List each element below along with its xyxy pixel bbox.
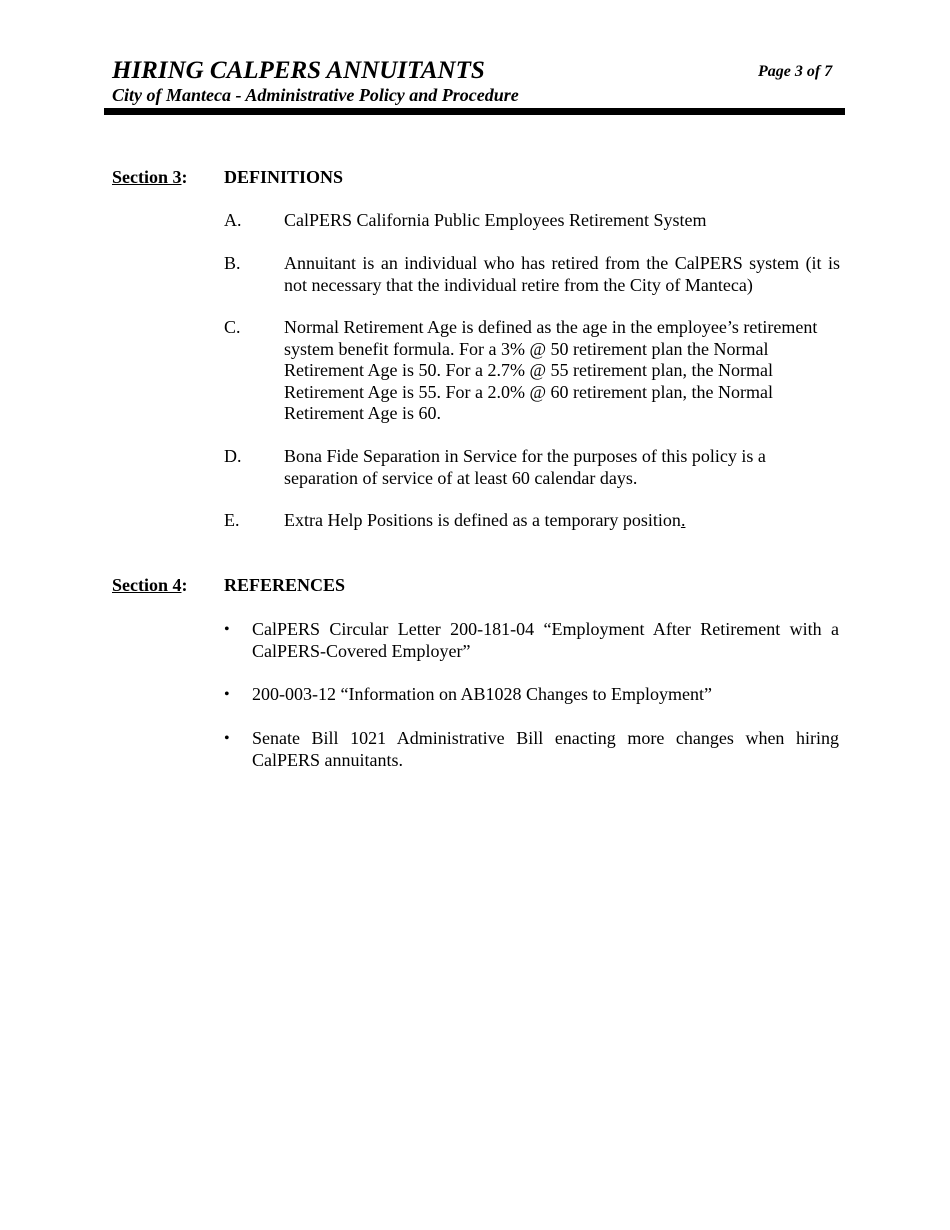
definition-letter: B.: [224, 253, 241, 273]
bullet-icon: •: [224, 621, 230, 638]
definition-letter: D.: [224, 446, 242, 466]
definition-text: Normal Retirement Age is defined as the age in the employee’s retirement system benefit formula. For a 3% @ 50 retirement plan the Normal Retirement Age is 50. For a 2.7% @ 55 retirement plan, the Normal Retirement Age is 55. For a 2.0% @ 60 retirement plan, the Normal Retirement Age is 60.: [284, 317, 818, 423]
definition-text: Annuitant is an individual who has retired from the CalPERS system (it is not necessary that the individual retire from the City of Manteca): [284, 253, 840, 295]
bullet-icon: •: [224, 730, 230, 747]
section-3-heading: DEFINITIONS: [224, 167, 344, 187]
reference-text: Senate Bill 1021 Administrative Bill enacting more changes when hiring CalPERS annuitants.: [252, 728, 839, 770]
definition-letter: C.: [224, 317, 241, 337]
reference-text: 200-003-12 “Information on AB1028 Changes to Employment”: [252, 684, 712, 704]
section-4-heading: REFERENCES: [224, 575, 346, 595]
definition-letter: A.: [224, 210, 242, 230]
page-number: Page 3 of 7: [758, 63, 833, 80]
definition-text: CalPERS California Public Employees Retirement System: [284, 210, 707, 230]
definition-letter: E.: [224, 510, 240, 530]
document-title: HIRING CALPERS ANNUITANTS: [112, 57, 485, 84]
definition-text: Extra Help Positions is defined as a temporary position.: [284, 510, 686, 530]
reference-text: CalPERS Circular Letter 200-181-04 “Employment After Retirement with a CalPERS-Covered Employer”: [252, 619, 839, 661]
header-rule: [104, 108, 845, 115]
section-4-label: Section 4:: [112, 575, 188, 595]
document-subtitle: City of Manteca - Administrative Policy and Procedure: [112, 85, 519, 105]
definition-text: Bona Fide Separation in Service for the purposes of this policy is a separation of service of at least 60 calendar days.: [284, 446, 766, 488]
bullet-icon: •: [224, 686, 230, 703]
section-3-label: Section 3:: [112, 167, 188, 187]
